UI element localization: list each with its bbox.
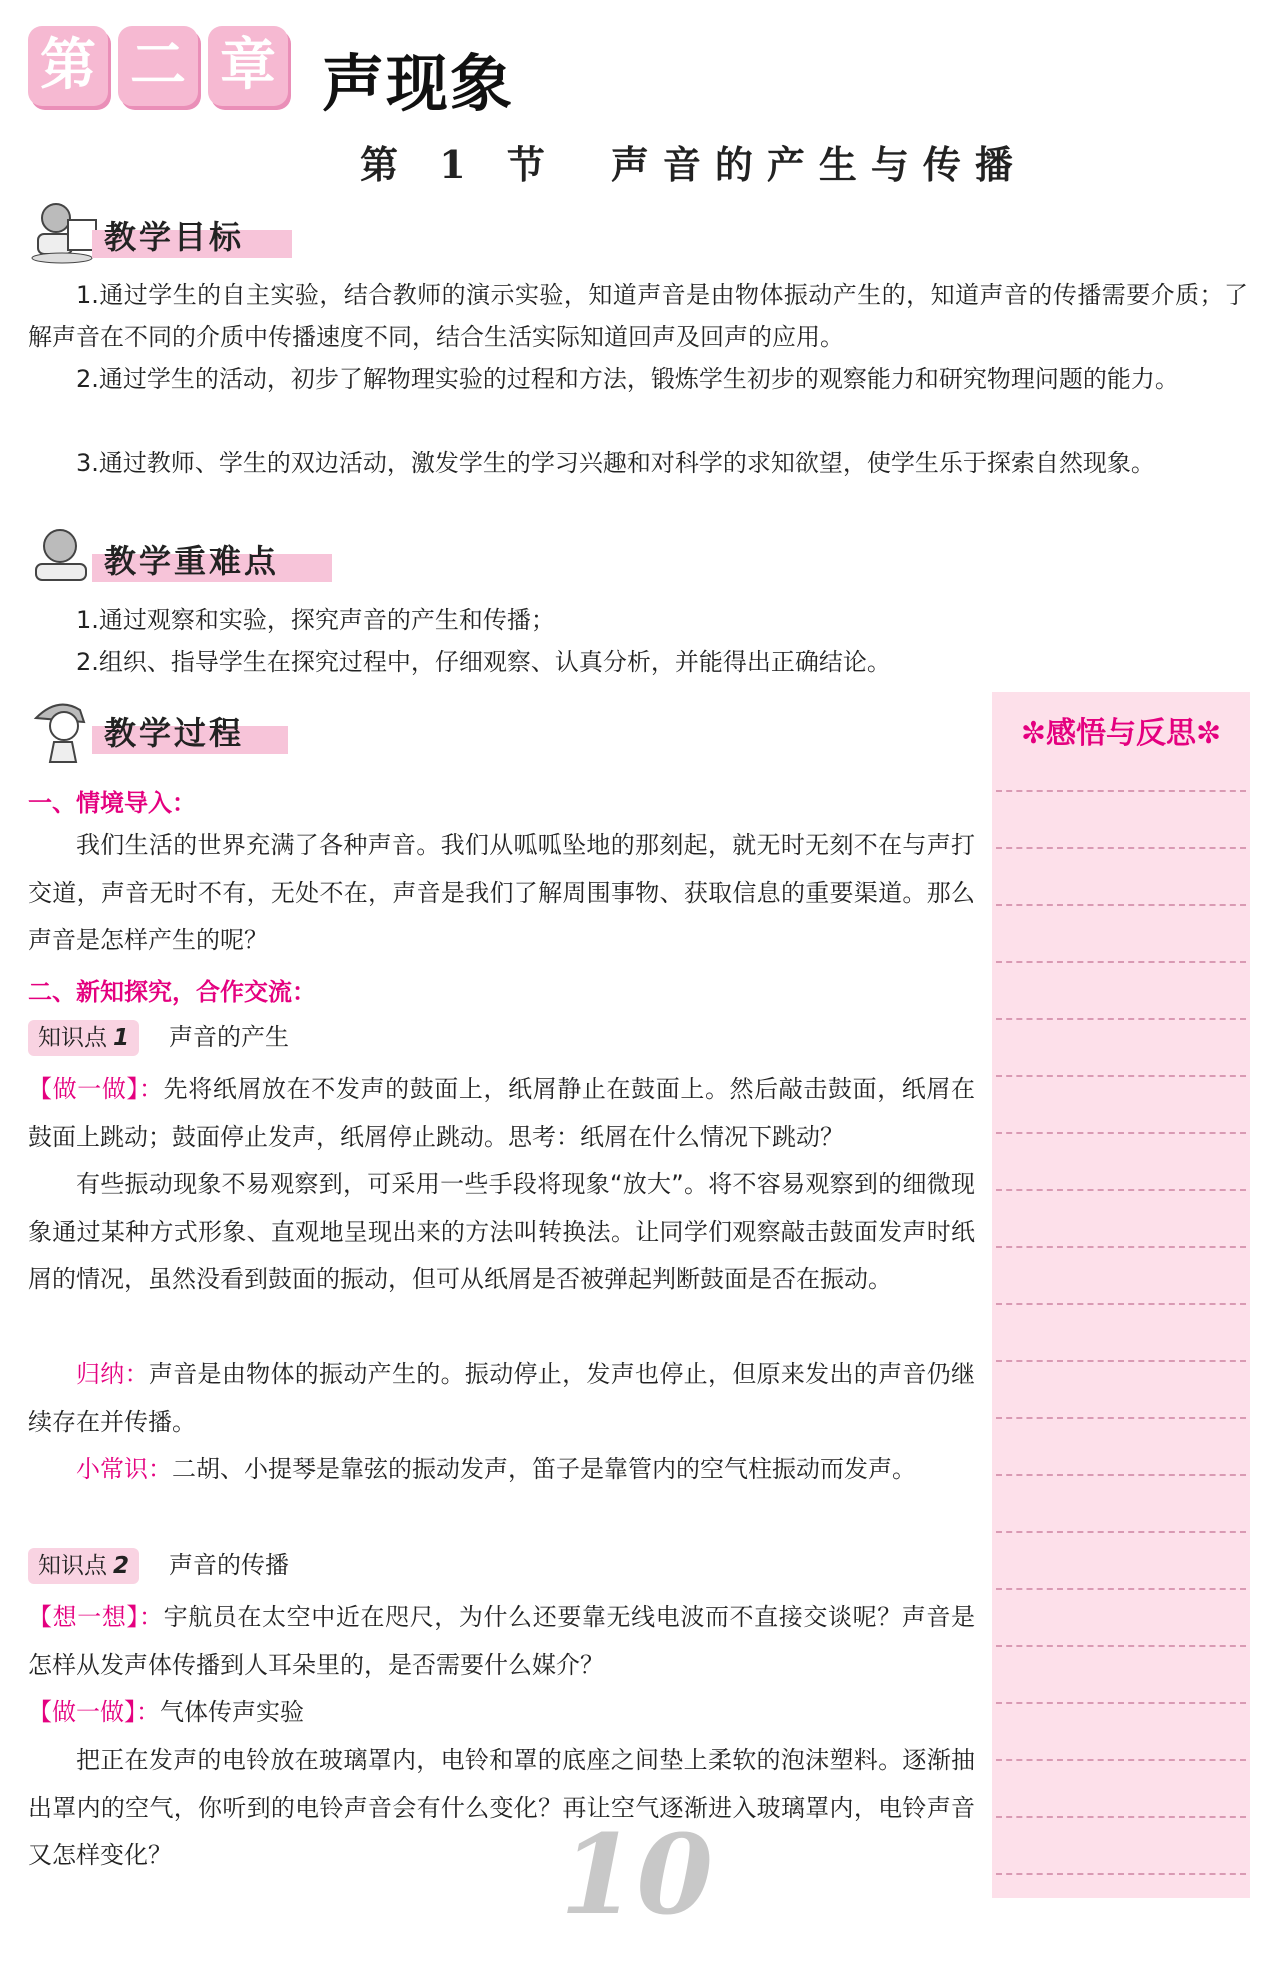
chapter-badge-2: 二 — [118, 26, 198, 106]
writing-line — [996, 1018, 1246, 1020]
writing-line — [996, 1873, 1246, 1875]
writing-line — [996, 1075, 1246, 1077]
kp1-tip: 小常识：二胡、小提琴是靠弦的振动发声，笛子是靠管内的空气柱振动而发声。 — [76, 1455, 916, 1483]
part1-title: 一、情境导入： — [28, 789, 196, 817]
chapter-badge-3: 章 — [208, 26, 288, 106]
writing-line — [996, 1417, 1246, 1419]
writing-line — [996, 1132, 1246, 1134]
kp1-name: 声音的产生 — [169, 1023, 290, 1051]
writing-line — [996, 904, 1246, 906]
kp2-paragraph: 把正在发声的电铃放在玻璃罩内，电铃和罩的底座之间垫上柔软的泡沫塑料。逐渐抽出罩内的空气，你听到的电铃声音会有什么变化？再让空气逐渐进入玻璃罩内，电铃声音又怎样变化？ — [28, 1746, 975, 1869]
writing-line — [996, 790, 1246, 792]
kp1-summary: 归纳：声音是由物体的振动产生的。振动停止，发声也停止，但原来发出的声音仍继续存在并传播。 — [28, 1360, 976, 1436]
keypoint-1: 1.通过观察和实验，探究声音的产生和传播； — [76, 606, 555, 634]
objective-3: 3.通过教师、学生的双边活动，激发学生的学习兴趣和对科学的求知欲望，使学生乐于探索自然现象。 — [76, 449, 1155, 477]
boy-with-cap-icon — [28, 696, 98, 768]
writing-line — [996, 1189, 1246, 1191]
kp2-name: 声音的传播 — [169, 1551, 290, 1579]
writing-line — [996, 1759, 1246, 1761]
chapter-title: 声现象 — [322, 47, 515, 120]
section-title: 第 1 节 声音的产生与传播 — [360, 142, 1027, 187]
writing-line — [996, 1360, 1246, 1362]
writing-line — [996, 961, 1246, 963]
sidebar-title: ✼感悟与反思✼ — [1020, 716, 1222, 751]
kp2-do: 【做一做】：气体传声实验 — [28, 1698, 304, 1726]
writing-line — [996, 1474, 1246, 1476]
student-reading-icon — [28, 200, 102, 266]
chapter-badge-1: 第 — [28, 26, 108, 106]
part2-title: 二、新知探究，合作交流： — [28, 978, 316, 1006]
writing-line — [996, 1588, 1246, 1590]
kp2-tag: 知识点 2 — [28, 1548, 139, 1584]
kp1-paragraph: 有些振动现象不易观察到，可采用一些手段将现象“放大”。将不容易观察到的细微现象通过某种方式形象、直观地呈现出来的方法叫转换法。让同学们观察敲击鼓面发声时纸屑的情况，虽然没看到鼓面的振动，但可从纸屑是否被弹起判断鼓面是否在振动。 — [28, 1170, 975, 1293]
writing-line — [996, 1246, 1246, 1248]
keypoint-2: 2.组织、指导学生在探究过程中，仔细观察、认真分析，并能得出正确结论。 — [76, 648, 891, 676]
writing-line — [996, 1816, 1246, 1818]
reflection-sidebar — [992, 692, 1250, 1898]
part1-text: 我们生活的世界充满了各种声音。我们从呱呱坠地的那刻起，就无时无刻不在与声打交道，声音无时不有，无处不在，声音是我们了解周围事物、获取信息的重要渠道。那么声音是怎样产生的呢？ — [28, 831, 975, 954]
objective-2: 2.通过学生的活动，初步了解物理实验的过程和方法，锻炼学生初步的观察能力和研究物理问题的能力。 — [76, 365, 1179, 393]
student-thinking-icon — [28, 524, 98, 588]
objective-1: 1.通过学生的自主实验，结合教师的演示实验，知道声音是由物体振动产生的，知道声音的传播需要介质；了解声音在不同的介质中传播速度不同，结合生活实际知道回声及回声的应用。 — [28, 281, 1248, 351]
kp1-do: 【做一做】：先将纸屑放在不发声的鼓面上，纸屑静止在鼓面上。然后敲击鼓面，纸屑在鼓面上跳动；鼓面停止发声，纸屑停止跳动。思考：纸屑在什么情况下跳动？ — [28, 1075, 976, 1151]
writing-line — [996, 1531, 1246, 1533]
keypoints-header: 教学重难点 — [28, 536, 308, 582]
writing-line — [996, 1645, 1246, 1647]
writing-line — [996, 847, 1246, 849]
writing-line — [996, 1702, 1246, 1704]
writing-line — [996, 1303, 1246, 1305]
knowledge-point-1 — [28, 1019, 289, 1055]
objectives-header: 教学目标 — [28, 212, 278, 258]
page-number: 10 — [560, 1810, 714, 1939]
knowledge-point-2 — [28, 1547, 289, 1583]
kp2-think: 【想一想】：宇航员在太空中近在咫尺，为什么还要靠无线电波而不直接交谈呢？声音是怎样从发声体传播到人耳朵里的，是否需要什么媒介？ — [28, 1603, 976, 1679]
kp1-tag: 知识点 1 — [28, 1020, 139, 1056]
process-header: 教学过程 — [28, 708, 288, 754]
